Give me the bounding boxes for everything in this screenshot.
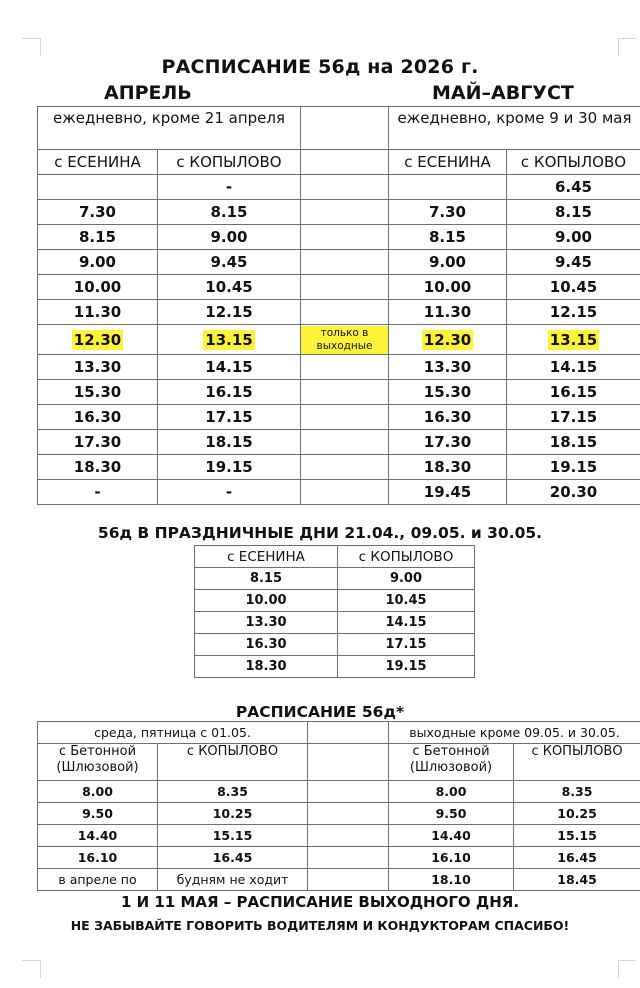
table-row [38,250,640,275]
column-header: с КОПЫЛОВО [158,744,308,781]
table-cell: в апреле по [38,869,158,891]
table-row [38,200,640,225]
table-cell: 14.15 [158,355,301,380]
crop-mark [40,38,41,56]
footer-thanks: НЕ ЗАБЫВАЙТЕ ГОВОРИТЬ ВОДИТЕЛЯМ И КОНДУКТОРАМ СПАСИБО! [70,918,570,933]
table-cell: 8.15 [195,568,338,590]
column-header: с Бетонной (Шлюзовой) [38,744,158,781]
table-cell: 9.00 [507,225,640,250]
table-cell: 8.00 [389,781,514,803]
column-header: с ЕСЕНИНА [38,150,158,175]
schedule-mode-left: ежедневно, кроме 21 апреля [38,107,301,150]
table-cell: 15.15 [158,825,308,847]
column-header [308,744,389,781]
table-row [195,634,475,656]
highlighted-time: 12.30 [423,330,472,349]
table-cell: 10.25 [514,803,640,825]
table-header-row [38,744,640,781]
table-cell: - [38,480,158,505]
column-header: с Бетонной (Шлюзовой) [389,744,514,781]
table-cell: 10.45 [338,590,475,612]
table-cell: 19.45 [389,480,507,505]
table-cell: 14.15 [338,612,475,634]
table-cell [301,107,389,150]
table-row [38,480,640,505]
table-cell: 19.15 [158,455,301,480]
table-cell: 10.00 [389,275,507,300]
table-cell: 9.50 [38,803,158,825]
table-cell: 16.30 [195,634,338,656]
table-row-highlighted [38,325,640,355]
table-cell: 13.30 [389,355,507,380]
table-cell: 19.15 [507,455,640,480]
column-header: с КОПЫЛОВО [158,150,301,175]
table-cell: 10.45 [158,275,301,300]
table-cell: 16.15 [158,380,301,405]
table-cell: 9.50 [389,803,514,825]
table-cell: 19.15 [338,656,475,678]
table-cell [301,480,389,505]
table-cell [301,225,389,250]
table-cell: 13.30 [195,612,338,634]
table-cell: 10.00 [195,590,338,612]
table-cell: 15.30 [38,380,158,405]
table-cell: 14.40 [38,825,158,847]
table-header-row [195,546,475,568]
table-header-row [38,150,640,175]
table-cell: 17.30 [389,430,507,455]
highlighted-time: 12.30 [73,330,122,349]
table-cell [38,325,158,355]
table-cell [308,825,389,847]
table-cell [308,869,389,891]
crop-mark [618,38,619,56]
column-header: с ЕСЕНИНА [389,150,507,175]
table-row [38,722,640,744]
table-cell [301,325,389,355]
table-cell: - [158,175,301,200]
table-row [195,612,475,634]
table-cell [301,455,389,480]
table-cell [308,847,389,869]
table-cell: 8.15 [507,200,640,225]
table-cell: 14.15 [507,355,640,380]
table-row [38,847,640,869]
table-cell [301,250,389,275]
table-cell: 6.45 [507,175,640,200]
highlighted-time: 13.15 [549,330,598,349]
period-right-heading: МАЙ–АВГУСТ [432,82,574,104]
table-row [195,568,475,590]
holiday-schedule-table [194,545,475,678]
crop-mark [618,960,636,961]
column-header [301,150,389,175]
table-cell: 20.30 [507,480,640,505]
table-cell [389,175,507,200]
table-cell [507,325,640,355]
footer-note: 1 И 11 МАЯ – РАСПИСАНИЕ ВЫХОДНОГО ДНЯ. [120,893,520,911]
table-cell: 7.30 [38,200,158,225]
page-title: РАСПИСАНИЕ 56д на 2026 г. [161,56,479,78]
table-cell: 15.30 [389,380,507,405]
table-cell: 16.15 [507,380,640,405]
table-cell: 8.15 [38,225,158,250]
table-cell: 7.30 [389,200,507,225]
table-cell [301,200,389,225]
column-header: с КОПЫЛОВО [507,150,640,175]
table-cell: 15.15 [514,825,640,847]
table-cell: - [158,480,301,505]
table-row [195,656,475,678]
table-cell: 18.30 [389,455,507,480]
table-cell [301,430,389,455]
table-cell: 18.10 [389,869,514,891]
table-cell: 10.25 [158,803,308,825]
crop-mark [618,960,619,978]
table-row [38,430,640,455]
table-cell [301,275,389,300]
table-row [38,355,640,380]
table-row [195,590,475,612]
table-cell: 10.00 [38,275,158,300]
table-row [38,175,640,200]
table-cell: 9.00 [158,225,301,250]
table-row [38,781,640,803]
table-cell [301,380,389,405]
table-row [38,107,640,150]
main-schedule-table [37,106,640,505]
table-cell: 8.00 [38,781,158,803]
table-cell: 8.35 [158,781,308,803]
table-cell: 8.15 [158,200,301,225]
table-cell: 16.30 [38,405,158,430]
period-left-heading: АПРЕЛЬ [104,82,192,104]
table-cell: 16.45 [158,847,308,869]
table-row [38,869,640,891]
table-cell [301,175,389,200]
table-cell [308,781,389,803]
table-cell: 8.35 [514,781,640,803]
table-cell [308,722,389,744]
column-header: с КОПЫЛОВО [338,546,475,568]
table-cell: 17.15 [507,405,640,430]
table-cell: будням не ходит [158,869,308,891]
table-cell: 16.10 [389,847,514,869]
table-cell: 12.15 [158,300,301,325]
table-cell: 11.30 [38,300,158,325]
column-header: с ЕСЕНИНА [195,546,338,568]
table-cell: 16.45 [514,847,640,869]
table-cell: 12.15 [507,300,640,325]
crop-mark [618,38,636,39]
table-cell: 14.40 [389,825,514,847]
table-cell: 11.30 [389,300,507,325]
table-cell [389,325,507,355]
table-cell: 10.45 [507,275,640,300]
table-cell: 16.30 [389,405,507,430]
table-row [38,275,640,300]
crop-mark [22,960,40,961]
weekend-only-note: только в выходные [301,326,388,354]
crop-mark [40,960,41,978]
special-schedule-table [37,721,640,891]
table-row [38,803,640,825]
special-schedule-heading: РАСПИСАНИЕ 56д* [235,703,405,721]
table-row [38,300,640,325]
table-cell: 9.00 [38,250,158,275]
table-cell [301,300,389,325]
table-cell [301,405,389,430]
table-cell: 9.45 [507,250,640,275]
table-cell: 17.15 [338,634,475,656]
table-cell [301,355,389,380]
table-cell [158,325,301,355]
table-cell: 9.45 [158,250,301,275]
table-cell: 18.15 [158,430,301,455]
table-row [38,380,640,405]
table-cell: 16.10 [38,847,158,869]
table-row [38,825,640,847]
schedule-mode-left: среда, пятница с 01.05. [38,722,308,744]
table-cell [38,175,158,200]
column-header: с КОПЫЛОВО [514,744,640,781]
table-row [38,405,640,430]
table-cell: 18.45 [514,869,640,891]
holiday-heading: 56д В ПРАЗДНИЧНЫЕ ДНИ 21.04., 09.05. и 30.05. [97,524,543,542]
crop-mark [22,38,40,39]
table-cell: 18.30 [195,656,338,678]
table-cell: 9.00 [338,568,475,590]
table-cell: 13.30 [38,355,158,380]
table-row [38,225,640,250]
table-cell: 8.15 [389,225,507,250]
highlighted-time: 13.15 [205,330,253,349]
schedule-mode-right: выходные кроме 09.05. и 30.05. [389,722,640,744]
table-cell: 18.15 [507,430,640,455]
table-cell: 17.15 [158,405,301,430]
table-row [38,455,640,480]
schedule-mode-right: ежедневно, кроме 9 и 30 мая [389,107,640,150]
table-cell: 17.30 [38,430,158,455]
table-cell: 9.00 [389,250,507,275]
table-cell [308,803,389,825]
table-cell: 18.30 [38,455,158,480]
